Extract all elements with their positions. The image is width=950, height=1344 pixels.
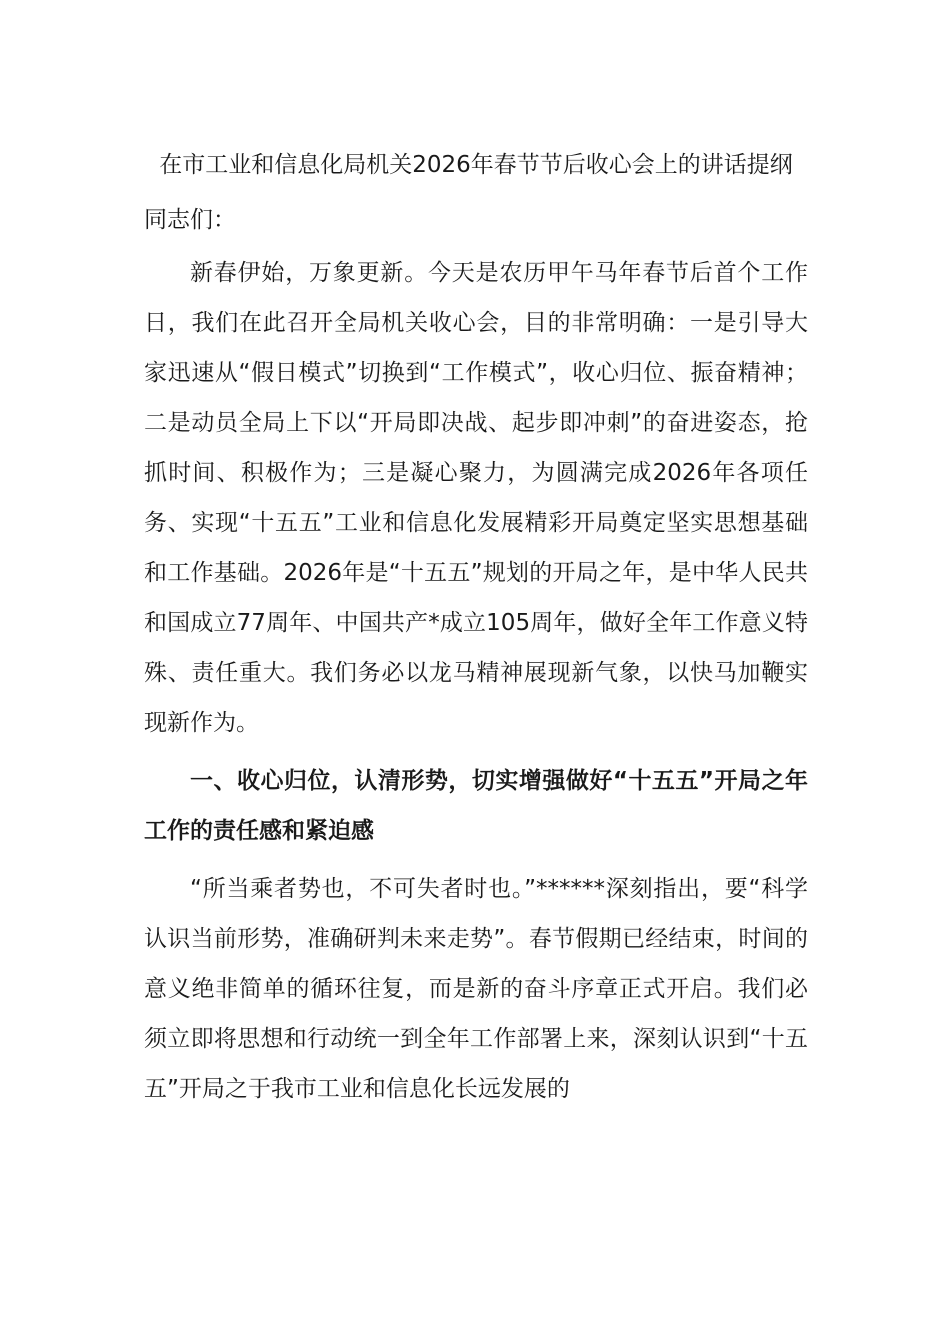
section-1-heading: 一、收心归位，认清形势，切实增强做好“十五五”开局之年工作的责任感和紧迫感 [144, 768, 808, 844]
salutation: 同志们： [144, 207, 236, 233]
intro-paragraph: 新春伊始，万象更新。今天是农历甲午马年春节后首个工作日，我们在此召开全局机关收心会，目的非常明确：一是引导大家迅速从“假日模式”切换到“工作模式”，收心归位、振奋精神；二是动员全局上下以“开局即决战、起步即冲刺”的奋进姿态，抢抓时间、积极作为；三是凝心聚力，为圆满完成2026年各项任务、实现“十五五”工业和信息化发展精彩开局奠定坚实思想基础和工作基础。2026年是“十五五”规划的开局之年，是中华人民共和国成立77周年、中国共产*成立105周年，做好全年工作意义特殊、责任重大。我们务必以龙马精神展现新气象，以快马加鞭实现新作为。 [144, 260, 808, 736]
document-body [144, 142, 808, 1122]
section-1-paragraph: “所当乘者势也，不可失者时也。”******深刻指出，要“科学认识当前形势，准确研判未来走势”。春节假期已经结束，时间的意义绝非简单的循环往复，而是新的奋斗序章正式开启。我们必须立即将思想和行动统一到全年工作部署上来，深刻认识到“十五五”开局之于我市工业和信息化长远发展的 [144, 876, 808, 1102]
document-title: 在市工业和信息化局机关2026年春节节后收心会上的讲话提纲 [159, 152, 793, 178]
